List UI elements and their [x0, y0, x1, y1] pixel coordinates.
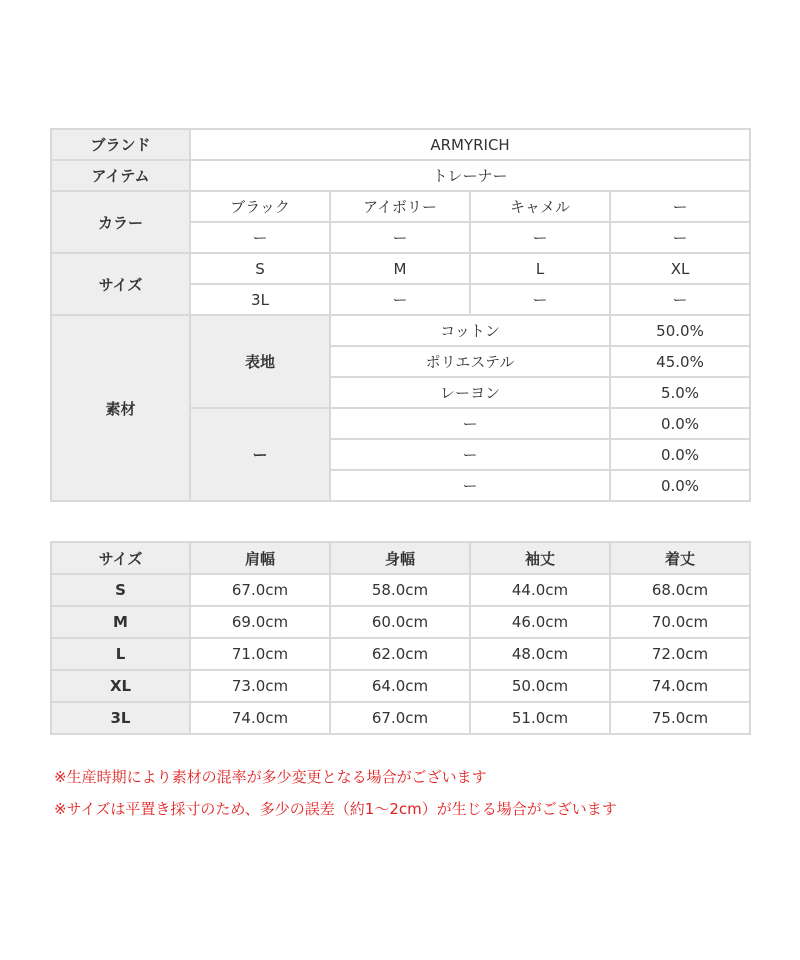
total-length-header: 着丈	[610, 542, 750, 574]
material-percent: 45.0%	[610, 346, 750, 377]
size-cell: ー	[610, 284, 750, 315]
measurement-cell: 74.0cm	[190, 702, 330, 734]
color-cell: ー	[330, 222, 470, 253]
measurement-cell: 46.0cm	[470, 606, 610, 638]
size-cell: ー	[470, 284, 610, 315]
measurement-cell: 58.0cm	[330, 574, 470, 606]
color-cell: キャメル	[470, 191, 610, 222]
item-value: トレーナー	[190, 160, 750, 191]
measurement-cell: 67.0cm	[330, 702, 470, 734]
measurement-cell: 70.0cm	[610, 606, 750, 638]
material-name: ー	[330, 439, 610, 470]
material-row	[51, 315, 750, 346]
size-label: サイズ	[51, 253, 190, 315]
measurement-cell: 75.0cm	[610, 702, 750, 734]
size-cell: XL	[610, 253, 750, 284]
table-row	[51, 574, 750, 606]
size-name: S	[51, 574, 190, 606]
material-blend-note: ※生産時期により素材の混率が多少変更となる場合がございます	[54, 768, 487, 786]
shoulder-width-header: 肩幅	[190, 542, 330, 574]
size-cell: 3L	[190, 284, 330, 315]
measurement-cell: 60.0cm	[330, 606, 470, 638]
table-row	[51, 638, 750, 670]
notes	[54, 766, 617, 830]
material-group-label: ー	[190, 408, 330, 501]
size-column-header: サイズ	[51, 542, 190, 574]
measurement-cell: 62.0cm	[330, 638, 470, 670]
material-percent: 50.0%	[610, 315, 750, 346]
table-row	[51, 670, 750, 702]
color-cell: ー	[610, 191, 750, 222]
size-measurement-table	[50, 541, 751, 735]
material-name: コットン	[330, 315, 610, 346]
material-name: ポリエステル	[330, 346, 610, 377]
color-cell: ー	[610, 222, 750, 253]
size-row	[51, 253, 750, 284]
sleeve-length-header: 袖丈	[470, 542, 610, 574]
product-spec-table	[50, 128, 751, 502]
color-cell: ー	[470, 222, 610, 253]
measurement-cell: 48.0cm	[470, 638, 610, 670]
size-name: M	[51, 606, 190, 638]
color-label: カラー	[51, 191, 190, 253]
size-tolerance-note: ※サイズは平置き採寸のため、多少の誤差（約1〜2cm）が生じる場合がございます	[54, 800, 617, 818]
color-cell: ブラック	[190, 191, 330, 222]
size-cell: S	[190, 253, 330, 284]
brand-row	[51, 129, 750, 160]
material-name: ー	[330, 470, 610, 501]
color-row	[51, 191, 750, 222]
measurement-cell: 67.0cm	[190, 574, 330, 606]
material-name: ー	[330, 408, 610, 439]
measurement-cell: 68.0cm	[610, 574, 750, 606]
size-name: 3L	[51, 702, 190, 734]
size-table-header-row	[51, 542, 750, 574]
color-cell: アイボリー	[330, 191, 470, 222]
material-percent: 5.0%	[610, 377, 750, 408]
size-cell: M	[330, 253, 470, 284]
size-cell: L	[470, 253, 610, 284]
material-percent: 0.0%	[610, 408, 750, 439]
color-cell: ー	[190, 222, 330, 253]
measurement-cell: 50.0cm	[470, 670, 610, 702]
material-percent: 0.0%	[610, 439, 750, 470]
measurement-cell: 44.0cm	[470, 574, 610, 606]
size-name: XL	[51, 670, 190, 702]
brand-value: ARMYRICH	[190, 129, 750, 160]
material-name: レーヨン	[330, 377, 610, 408]
material-percent: 0.0%	[610, 470, 750, 501]
measurement-cell: 72.0cm	[610, 638, 750, 670]
measurement-cell: 64.0cm	[330, 670, 470, 702]
body-width-header: 身幅	[330, 542, 470, 574]
material-group-label: 表地	[190, 315, 330, 408]
measurement-cell: 74.0cm	[610, 670, 750, 702]
size-cell: ー	[330, 284, 470, 315]
table-row	[51, 606, 750, 638]
item-row	[51, 160, 750, 191]
measurement-cell: 73.0cm	[190, 670, 330, 702]
brand-label: ブランド	[51, 129, 190, 160]
material-label: 素材	[51, 315, 190, 501]
size-name: L	[51, 638, 190, 670]
item-label: アイテム	[51, 160, 190, 191]
measurement-cell: 71.0cm	[190, 638, 330, 670]
measurement-cell: 69.0cm	[190, 606, 330, 638]
table-row	[51, 702, 750, 734]
measurement-cell: 51.0cm	[470, 702, 610, 734]
